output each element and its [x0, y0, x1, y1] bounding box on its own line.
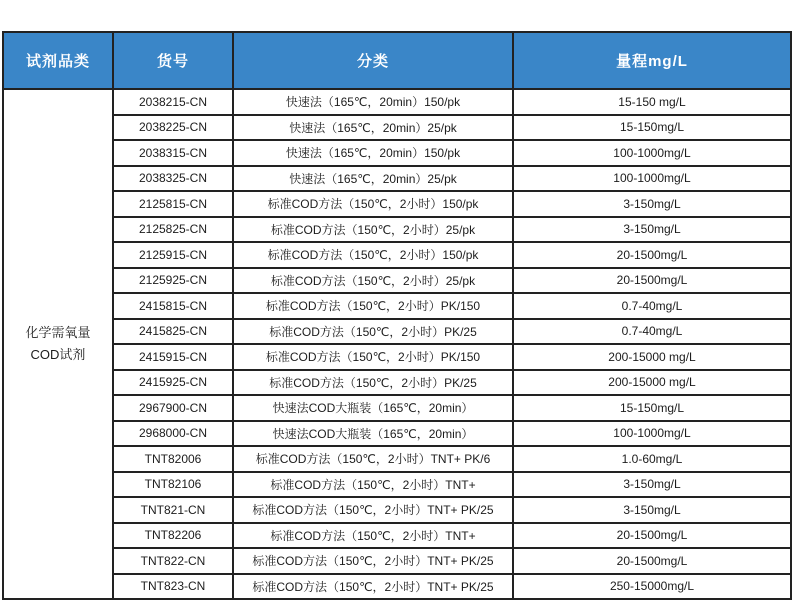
range-cell: 3-150mg/L [513, 217, 791, 243]
classification-cell: 标准COD方法（150℃，2小时）PK/25 [233, 370, 513, 396]
range-cell: 200-15000 mg/L [513, 370, 791, 396]
range-cell: 3-150mg/L [513, 497, 791, 523]
classification-cell: 快速法COD大瓶装（165℃，20min） [233, 421, 513, 447]
range-cell: 15-150 mg/L [513, 89, 791, 115]
table-row [3, 523, 791, 549]
product-code-cell: 2038325-CN [113, 166, 233, 192]
header-range: 量程mg/L [513, 32, 791, 89]
classification-cell: 标准COD方法（150℃，2小时）150/pk [233, 242, 513, 268]
range-cell: 20-1500mg/L [513, 548, 791, 574]
range-cell: 3-150mg/L [513, 191, 791, 217]
classification-cell: 标准COD方法（150℃，2小时）TNT+ [233, 472, 513, 498]
table-row [3, 217, 791, 243]
classification-cell: 标准COD方法（150℃，2小时）PK/150 [233, 293, 513, 319]
header-classification: 分类 [233, 32, 513, 89]
product-code-cell: TNT82206 [113, 523, 233, 549]
classification-cell: 标准COD方法（150℃，2小时）PK/25 [233, 319, 513, 345]
classification-cell: 标准COD方法（150℃，2小时）TNT+ PK/25 [233, 548, 513, 574]
classification-cell: 标准COD方法（150℃，2小时）TNT+ PK/25 [233, 574, 513, 600]
product-code-cell: 2038215-CN [113, 89, 233, 115]
header-reagent-category: 试剂品类 [3, 32, 113, 89]
product-code-cell: TNT82106 [113, 472, 233, 498]
range-cell: 200-15000 mg/L [513, 344, 791, 370]
range-cell: 20-1500mg/L [513, 523, 791, 549]
range-cell: 20-1500mg/L [513, 242, 791, 268]
range-cell: 250-15000mg/L [513, 574, 791, 600]
product-code-cell: 2415815-CN [113, 293, 233, 319]
table-row [3, 166, 791, 192]
classification-cell: 快速法（165℃，20min）25/pk [233, 115, 513, 141]
product-code-cell: 2038315-CN [113, 140, 233, 166]
table-row [3, 140, 791, 166]
classification-cell: 标准COD方法（150℃，2小时）25/pk [233, 268, 513, 294]
classification-cell: 标准COD方法（150℃，2小时）150/pk [233, 191, 513, 217]
classification-cell: 标准COD方法（150℃，2小时）TNT+ [233, 523, 513, 549]
table-row [3, 548, 791, 574]
table-row [3, 344, 791, 370]
product-code-cell: 2968000-CN [113, 421, 233, 447]
classification-cell: 标准COD方法（150℃，2小时）25/pk [233, 217, 513, 243]
category-line2: COD试剂 [30, 347, 86, 362]
category-line1: 化学需氧量 [25, 324, 91, 340]
product-code-cell: 2415825-CN [113, 319, 233, 345]
table-row [3, 421, 791, 447]
table-row [3, 472, 791, 498]
product-code-cell: 2415925-CN [113, 370, 233, 396]
range-cell: 0.7-40mg/L [513, 293, 791, 319]
table-row [3, 395, 791, 421]
range-cell: 100-1000mg/L [513, 140, 791, 166]
table-row [3, 191, 791, 217]
product-code-cell: TNT823-CN [113, 574, 233, 600]
range-cell: 0.7-40mg/L [513, 319, 791, 345]
table-row [3, 89, 791, 115]
range-cell: 3-150mg/L [513, 472, 791, 498]
table-row [3, 446, 791, 472]
range-cell: 100-1000mg/L [513, 421, 791, 447]
range-cell: 100-1000mg/L [513, 166, 791, 192]
table-row [3, 319, 791, 345]
classification-cell: 标准COD方法（150℃，2小时）TNT+ PK/25 [233, 497, 513, 523]
table-row [3, 574, 791, 600]
classification-cell: 快速法（165℃，20min）25/pk [233, 166, 513, 192]
product-code-cell: 2125925-CN [113, 268, 233, 294]
table-row [3, 115, 791, 141]
range-cell: 15-150mg/L [513, 115, 791, 141]
range-cell: 20-1500mg/L [513, 268, 791, 294]
product-code-cell: 2967900-CN [113, 395, 233, 421]
product-code-cell: 2415915-CN [113, 344, 233, 370]
header-row [3, 32, 791, 89]
category-cell [3, 89, 113, 599]
table-head [3, 32, 791, 89]
classification-cell: 快速法COD大瓶装（165℃，20min） [233, 395, 513, 421]
product-code-cell: 2125815-CN [113, 191, 233, 217]
header-product-code: 货号 [113, 32, 233, 89]
product-code-cell: 2125915-CN [113, 242, 233, 268]
classification-cell: 标准COD方法（150℃，2小时）TNT+ PK/6 [233, 446, 513, 472]
table-row [3, 293, 791, 319]
classification-cell: 快速法（165℃，20min）150/pk [233, 89, 513, 115]
product-code-cell: TNT822-CN [113, 548, 233, 574]
product-code-cell: 2125825-CN [113, 217, 233, 243]
table-row [3, 370, 791, 396]
table-body [3, 89, 791, 599]
product-code-cell: TNT821-CN [113, 497, 233, 523]
table-row [3, 242, 791, 268]
reagent-table [2, 31, 792, 600]
product-code-cell: 2038225-CN [113, 115, 233, 141]
product-code-cell: TNT82006 [113, 446, 233, 472]
range-cell: 1.0-60mg/L [513, 446, 791, 472]
table-row [3, 497, 791, 523]
classification-cell: 标准COD方法（150℃，2小时）PK/150 [233, 344, 513, 370]
range-cell: 15-150mg/L [513, 395, 791, 421]
classification-cell: 快速法（165℃，20min）150/pk [233, 140, 513, 166]
table-row [3, 268, 791, 294]
